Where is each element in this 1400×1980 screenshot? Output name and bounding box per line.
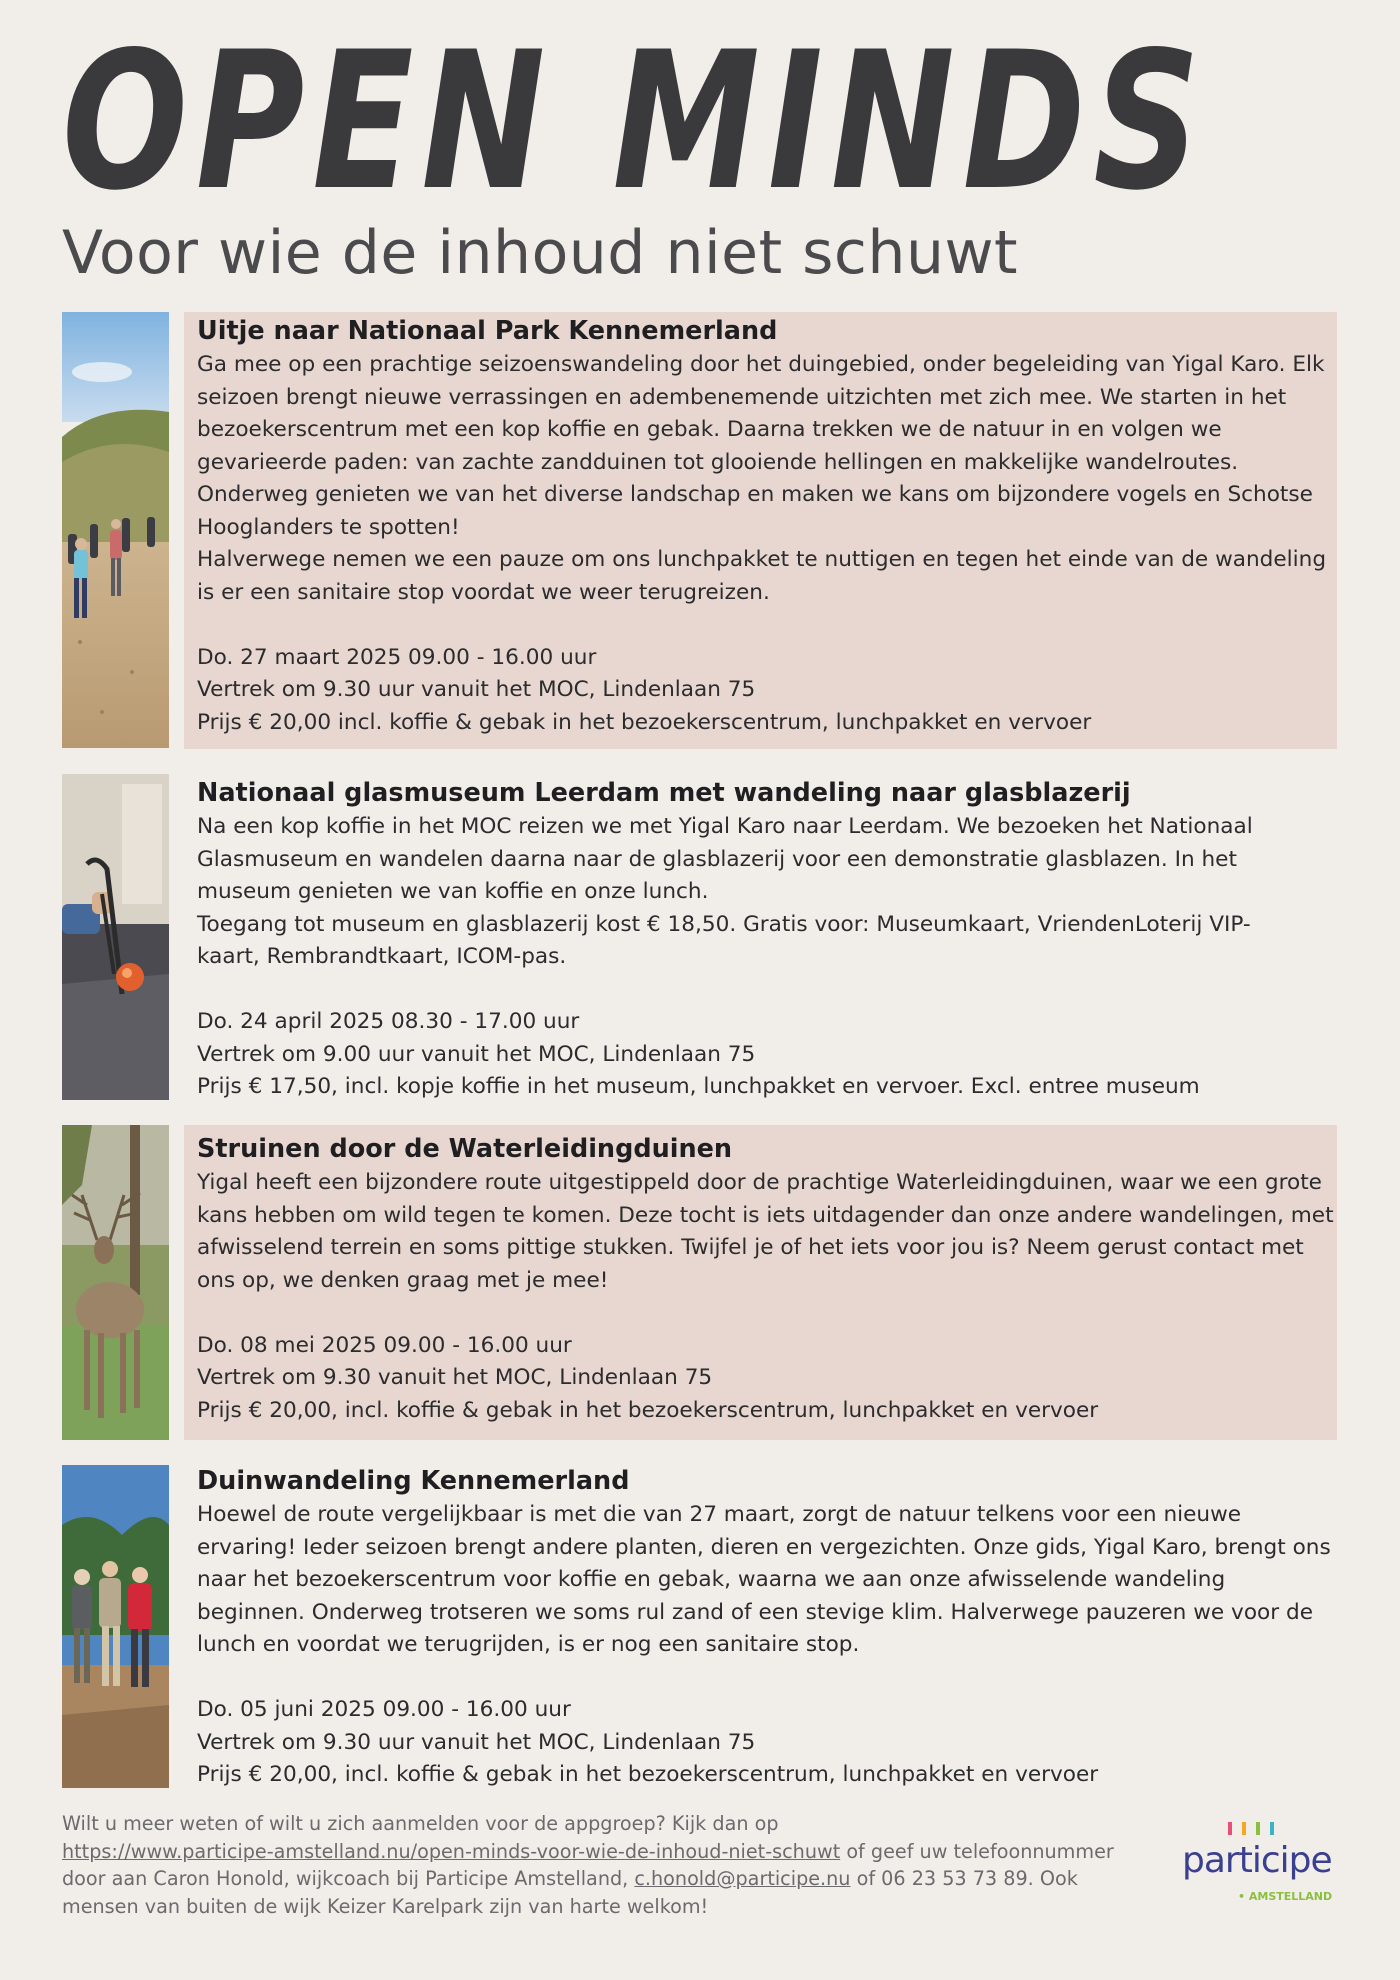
event-departure: Vertrek om 9.30 uur vanuit het MOC, Lindenlaan 75	[197, 677, 756, 702]
event-description: Na een kop koffie in het MOC reizen we met Yigal Karo naar Leerdam. We bezoeken het Nationaal Glasmuseum en wandelen daarna naar de glasblazerij voor een demonstratie glasblazen. In het museum genieten we van koffie en onze lunch.	[197, 814, 1253, 904]
event-departure: Vertrek om 9.00 uur vanuit het MOC, Lindenlaan 75	[197, 1041, 756, 1067]
page-subtitle: Voor wie de inhoud niet schuwt	[62, 218, 1019, 288]
event-price: Prijs € 20,00 incl. koffie & gebak in het bezoekerscentrum, lunchpakket en vervoer	[197, 709, 1092, 735]
footer-closing-text: of 06 23 53 73 89. Ook mensen van buiten de wijk Keizer Karelpark zijn van harte welkom!	[62, 1867, 1078, 1918]
logo-bar	[1228, 1822, 1232, 1835]
event-card	[184, 774, 1337, 1100]
participe-logo	[1178, 1820, 1333, 1912]
logo-bar	[1256, 1822, 1260, 1835]
deer-photo	[62, 1125, 169, 1440]
event-description-continued: Halverwege nemen we een pauze om ons lunchpakket te nuttigen en tegen het einde van de wandeling is er een sanitaire stop voordat we weer terugreizen.	[197, 547, 1327, 605]
event-price: Prijs € 17,50, incl. kopje koffie in het museum, lunchpakket en vervoer. Excl. entree museum	[197, 1074, 1200, 1099]
event-title: Nationaal glasmuseum Leerdam met wandeling naar glasblazerij	[197, 778, 1131, 808]
event-description: Hoewel de route vergelijkbaar is met die van 27 maart, zorgt de natuur telkens voor een nieuwe ervaring! Ieder seizoen brengt andere planten, dieren en vergezichten. Onze gids, Yigal Karo, brengt ons naar het bezoekerscentrum voor koffie en gebak, waarna we aan onze afwisselende wandeling beginnen. Onderweg trotseren we soms rul zand of een stevige klim. Halverwege pauzeren we voor de lunch en voordat we terugrijden, is er nog een sanitaire stop.	[197, 1502, 1331, 1657]
event-date: Do. 24 april 2025 08.30 - 17.00 uur	[197, 1009, 580, 1034]
info-link[interactable]: https://www.participe-amstelland.nu/open-minds-voor-wie-de-inhoud-niet-schuwt	[62, 1839, 841, 1863]
event-title: Duinwandeling Kennemerland	[197, 1466, 630, 1496]
logo-subtitle: • AMSTELLAND	[1238, 1890, 1333, 1903]
logo-bar	[1242, 1822, 1246, 1835]
email-link[interactable]: c.honold@participe.nu	[634, 1867, 851, 1890]
event-departure: Vertrek om 9.30 uur vanuit het MOC, Lindenlaan 75	[197, 1729, 756, 1755]
event-departure: Vertrek om 9.30 vanuit het MOC, Lindenlaan 75	[197, 1365, 713, 1390]
footer-intro-text: Wilt u meer weten of wilt u zich aanmelden voor de appgroep? Kijk dan op	[62, 1812, 779, 1835]
glassblowing-photo	[62, 774, 169, 1100]
event-card	[184, 1125, 1337, 1440]
event-description: Yigal heeft een bijzondere route uitgestippeld door de prachtige Waterleidingduinen, waar we een grote kans hebben om wild tegen te komen. Deze tocht is iets uitdagender dan onze andere wandelingen, met afwisselend terrein en soms pittige stukken. Twijfel je of het iets voor jou is? Neem gerust contact met ons op, we denken graag met je mee!	[197, 1170, 1334, 1293]
event-description: Ga mee op een prachtige seizoenswandeling door het duingebied, onder begeleiding van Yigal Karo. Elk seizoen brengt nieuwe verrassingen en adembenemende uitzichten met zich mee. We starten in het bezoekerscentrum met een kop koffie en gebak. Daarna trekken we de natuur in en volgen we gevarieerde paden: van zachte zandduinen tot glooiende hellingen en makkelijke wandelroutes. Onderweg genieten we van het diverse landschap en maken we kans om bijzondere vogels en Schotse Hooglanders te spotten!	[197, 352, 1325, 540]
event-title: Uitje naar Nationaal Park Kennemerland	[197, 316, 778, 346]
event-card	[184, 312, 1337, 749]
event-date: Do. 27 maart 2025 09.00 - 16.00 uur	[197, 644, 597, 670]
event-description-continued: Toegang tot museum en glasblazerij kost € 18,50. Gratis voor: Museumkaart, VriendenLoterij VIP-kaart, Rembrandtkaart, ICOM-pas.	[197, 911, 1251, 969]
event-card	[184, 1465, 1337, 1788]
footer-contact	[62, 1810, 1142, 1920]
event-date: Do. 08 mei 2025 09.00 - 16.00 uur	[197, 1332, 572, 1358]
dune-hikers-photo	[62, 312, 169, 748]
logo-wordmark: participe	[1182, 1840, 1332, 1881]
event-price: Prijs € 20,00, incl. koffie & gebak in het bezoekerscentrum, lunchpakket en vervoer	[197, 1397, 1099, 1423]
event-price: Prijs € 20,00, incl. koffie & gebak in het bezoekerscentrum, lunchpakket en vervoer	[197, 1762, 1099, 1787]
group-hikers-photo	[62, 1465, 169, 1788]
event-title: Struinen door de Waterleidingduinen	[197, 1134, 733, 1164]
page-title: OPEN MINDS	[62, 11, 1208, 232]
event-date: Do. 05 juni 2025 09.00 - 16.00 uur	[197, 1697, 571, 1722]
logo-bar	[1270, 1822, 1274, 1835]
footer-contact-text: of geef uw telefoonnummer door aan Caron Honold, wijkcoach bij Participe Amstelland,	[62, 1839, 1114, 1890]
logo-bars-icon	[1226, 1822, 1286, 1836]
